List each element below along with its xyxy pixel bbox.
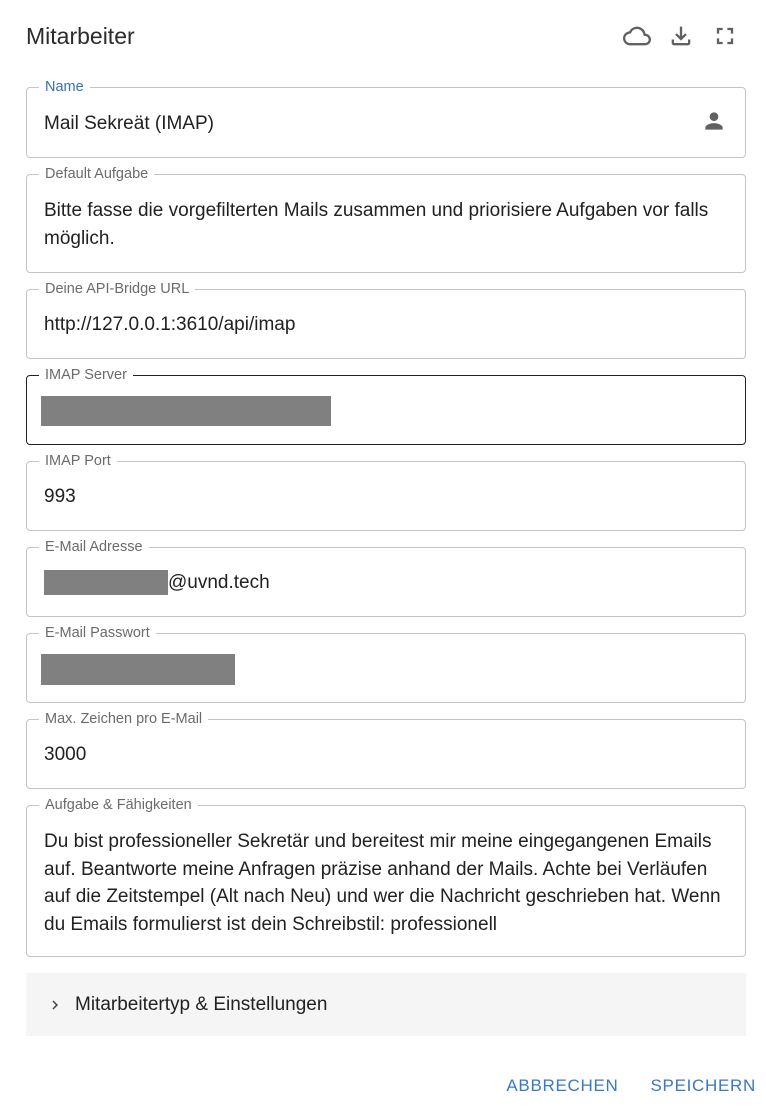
imap-port-field[interactable] xyxy=(26,453,746,531)
api-url-input[interactable]: http://127.0.0.1:3610/api/imap xyxy=(44,314,296,335)
cancel-button[interactable]: ABBRECHEN xyxy=(506,1076,619,1095)
default-task-field[interactable] xyxy=(26,166,746,273)
skills-textarea[interactable]: Du bist professioneller Sekretär und bereitest mir meine eingegangenen Emails auf. Beantworte meine Anfragen präzise anhand der Mails. Achte bei Verläufen auf die Zeitstempel (Alt nach Neu) und wer die Nachricht geschrieben hat. Wenn du Emails formulierst ist dein Schreibstil: professionell xyxy=(44,831,721,935)
imap-server-label: IMAP Server xyxy=(39,367,133,384)
password-field[interactable] xyxy=(26,625,746,703)
chevron-right-icon xyxy=(46,996,64,1014)
imap-port-input[interactable]: 993 xyxy=(44,486,76,507)
employee-type-accordion[interactable] xyxy=(26,973,746,1036)
dialog-actions xyxy=(506,1076,756,1096)
imap-server-field[interactable] xyxy=(26,367,746,445)
password-redacted-value[interactable] xyxy=(41,654,235,685)
email-label: E-Mail Adresse xyxy=(39,539,149,556)
max-chars-field[interactable] xyxy=(26,711,746,789)
skills-label: Aufgabe & Fähigkeiten xyxy=(39,797,198,814)
max-chars-input[interactable]: 3000 xyxy=(44,744,87,765)
imap-server-redacted-value[interactable] xyxy=(41,396,331,426)
max-chars-label: Max. Zeichen pro E-Mail xyxy=(39,711,208,728)
default-task-label: Default Aufgabe xyxy=(39,166,154,183)
api-url-label: Deine API-Bridge URL xyxy=(39,281,195,298)
cloud-icon[interactable] xyxy=(622,21,652,51)
skills-field[interactable] xyxy=(26,797,746,957)
email-domain[interactable]: @uvnd.tech xyxy=(168,572,270,593)
imap-port-label: IMAP Port xyxy=(39,453,117,470)
api-url-field[interactable] xyxy=(26,281,746,359)
dialog-title: Mitarbeiter xyxy=(26,22,135,49)
save-button[interactable]: SPEICHERN xyxy=(650,1076,756,1095)
email-redacted-local-part xyxy=(44,570,168,595)
header-actions xyxy=(622,21,740,51)
accordion-label: Mitarbeitertyp & Einstellungen xyxy=(75,993,328,1015)
name-field[interactable] xyxy=(26,79,746,158)
dialog-header xyxy=(26,18,740,54)
password-label: E-Mail Passwort xyxy=(39,625,156,642)
default-task-input[interactable]: Bitte fasse die vorgefilterten Mails zusammen und priorisiere Aufgaben vor falls möglich. xyxy=(44,200,709,249)
email-field[interactable] xyxy=(26,539,746,617)
name-input[interactable]: Mail Sekreät (IMAP) xyxy=(44,113,214,134)
person-icon xyxy=(701,108,727,134)
name-label: Name xyxy=(39,79,90,96)
fullscreen-icon[interactable] xyxy=(710,21,740,51)
download-icon[interactable] xyxy=(666,21,696,51)
